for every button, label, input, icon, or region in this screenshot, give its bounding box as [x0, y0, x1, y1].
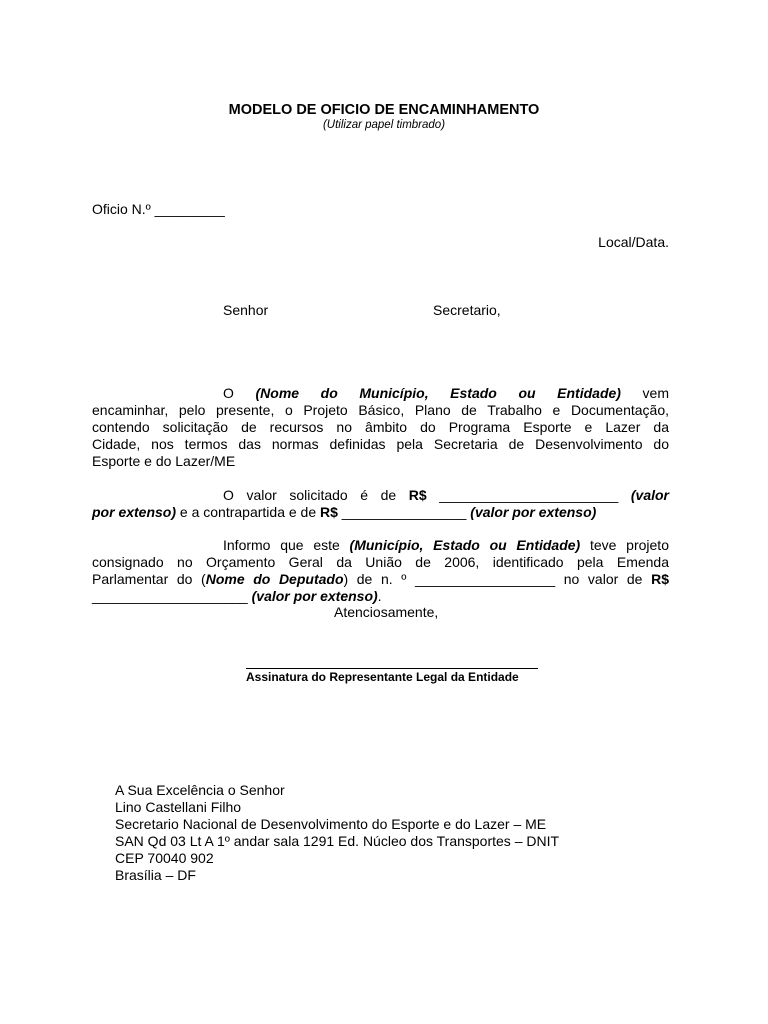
p1-entity: (Nome do Município, Estado ou Entidade) — [255, 385, 621, 401]
p2-blank-2: ________________ — [337, 504, 471, 520]
paragraph-3-line-1 — [92, 537, 669, 554]
p3-period: . — [377, 588, 382, 604]
p2-rs-1: R$ — [408, 487, 427, 503]
p2-valor-2: (valor por extenso) — [470, 504, 597, 520]
p3-lead: Informo que este — [223, 537, 350, 553]
paragraph-3-line-2: consignado no Orçamento Geral da União de 2006, identificado pela Emenda — [92, 554, 669, 570]
p2-lead: O valor solicitado é de — [223, 487, 409, 503]
paragraph-2-line-2 — [92, 504, 669, 521]
address-line: SAN Qd 03 Lt A 1º andar sala 1291 Ed. Núcleo dos Transportes – DNIT — [115, 833, 560, 849]
paragraph-3 — [92, 537, 669, 605]
p3-deputado: Nome do Deputado — [205, 571, 344, 587]
signature-label: Assinatura do Representante Legal da Entidade — [246, 670, 519, 684]
paragraph-1-line-3: contendo solicitação de recursos no âmbito do Programa Esporte e Lazer da — [92, 419, 669, 435]
paragraph-2 — [92, 487, 669, 521]
p2-mid: e a contrapartida e de — [176, 504, 321, 520]
paragraph-1-line-1 — [92, 385, 669, 402]
p2-blank-1: _______________________ — [426, 487, 631, 503]
p3-blank: ____________________ — [92, 588, 252, 604]
p3-rest: teve projeto — [580, 537, 669, 553]
paragraph-1-line-4: Cidade, nos termos das normas definidas pela Secretaria de Desenvolvimento do — [92, 436, 669, 452]
address-line: A Sua Excelência o Senhor — [115, 782, 285, 798]
paragraph-2-line-1 — [92, 487, 669, 504]
p3-line3-b: ) de n. º __________________ no valor de — [343, 571, 652, 587]
salutation-secretario: Secretario, — [433, 302, 501, 318]
salutation-senhor: Senhor — [223, 302, 269, 318]
paragraph-3-line-3 — [92, 571, 669, 588]
p3-rs: R$ — [651, 571, 669, 587]
p3-valor: (valor por extenso) — [251, 588, 378, 604]
paragraph-1-line-2: encaminhar, pelo presente, o Projeto Básico, Plano de Trabalho e Documentação, — [92, 402, 669, 418]
p2-valor-1b: por extenso) — [92, 504, 177, 520]
address-line: CEP 70040 902 — [115, 850, 214, 866]
p2-valor-1a: (valor — [630, 487, 669, 503]
p1-rest: vem — [620, 385, 670, 401]
closing: Atenciosamente, — [334, 604, 439, 620]
document-subtitle: (Utilizar papel timbrado) — [322, 119, 446, 131]
address-line: Secretario Nacional de Desenvolvimento do Esporte e do Lazer – ME — [115, 816, 547, 832]
signature-line — [246, 668, 538, 669]
p2-rs-2: R$ — [320, 504, 338, 520]
address-line: Lino Castellani Filho — [115, 799, 242, 815]
p3-line3-a: Parlamentar do ( — [92, 571, 206, 587]
paragraph-1 — [92, 385, 669, 470]
paragraph-1-line-5: Esporte e do Lazer/ME — [92, 453, 236, 469]
paragraph-3-line-4 — [92, 588, 669, 605]
p3-entity: (Município, Estado ou Entidade) — [349, 537, 581, 553]
oficio-number: Oficio N.º _________ — [92, 201, 225, 217]
local-data: Local/Data. — [598, 234, 669, 250]
p1-lead: O — [223, 385, 256, 401]
recipient-address — [115, 782, 559, 884]
address-line: Brasília – DF — [115, 867, 196, 883]
document-title: MODELO DE OFICIO DE ENCAMINHAMENTO — [228, 102, 540, 118]
